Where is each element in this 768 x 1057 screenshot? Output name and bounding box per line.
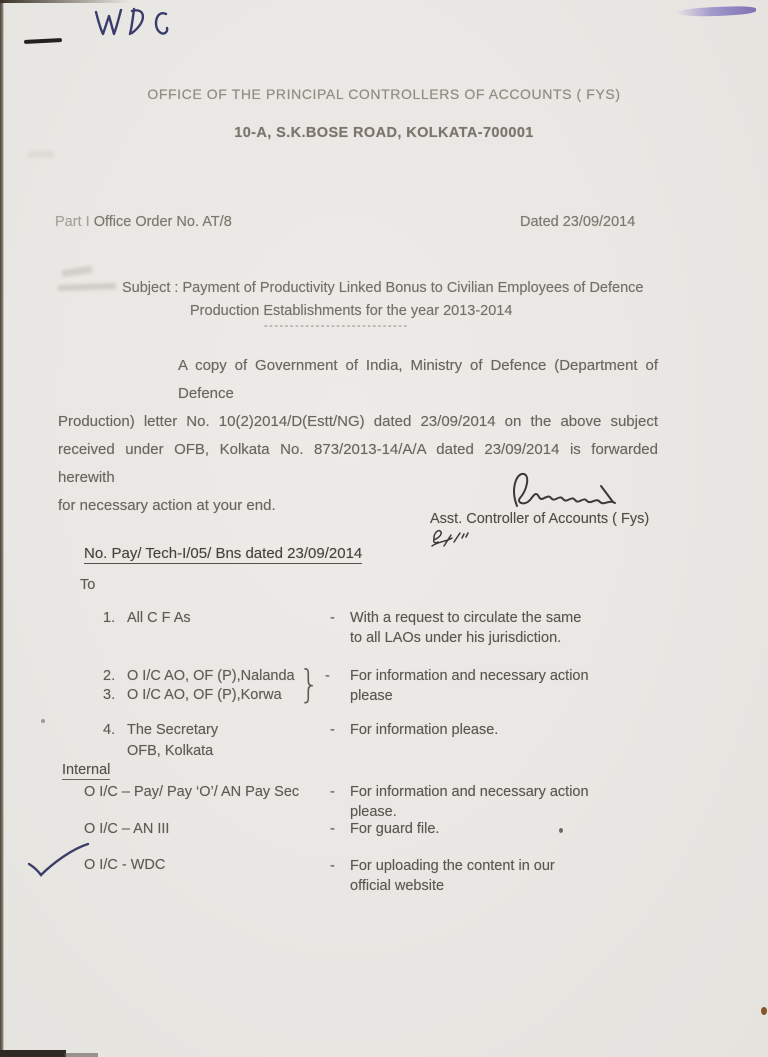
ink-smudge bbox=[58, 283, 116, 291]
item-1-number: 1. bbox=[103, 610, 116, 626]
order-number: Office Order No. AT/8 bbox=[93, 214, 232, 230]
body-line-4: for necessary action at your end. bbox=[58, 497, 276, 514]
internal-row-1-dash: - bbox=[330, 784, 335, 800]
internal-row-2-dash: - bbox=[330, 821, 335, 837]
signature-title: Asst. Controller of Accounts ( Fys) bbox=[430, 511, 650, 527]
internal-row-3-name: O I/C - WDC bbox=[84, 857, 166, 873]
internal-row-2-purpose-1: For guard file. bbox=[350, 821, 440, 837]
internal-row-2-name: O I/C – AN III bbox=[84, 821, 170, 837]
signature-scribble-icon bbox=[505, 466, 625, 516]
item-4-name-1: The Secretary bbox=[127, 722, 219, 738]
ink-smudge bbox=[62, 266, 93, 277]
handwritten-checkmark-icon bbox=[26, 842, 92, 878]
internal-row-3-purpose-2: official website bbox=[350, 878, 445, 894]
subject-line-2: Production Establishments for the year 2013-2014 bbox=[190, 303, 513, 319]
reference-number-line: No. Pay/ Tech-I/05/ Bns dated 23/09/2014 bbox=[84, 545, 363, 562]
order-number-line bbox=[55, 214, 232, 230]
group-purpose-2: please bbox=[350, 688, 393, 704]
group-brace: } bbox=[298, 662, 320, 706]
item-4-purpose-1: For information please. bbox=[350, 722, 499, 738]
ink-smudge bbox=[28, 151, 54, 158]
scan-top-edge-artifact bbox=[0, 0, 130, 3]
internal-row-3-purpose-1: For uploading the content in our bbox=[350, 858, 555, 874]
group-purpose-1: For information and necessary action bbox=[350, 668, 589, 684]
body-line-1: A copy of Government of India, Ministry of Defence (Department of Defence bbox=[178, 357, 658, 402]
item-2-number: 2. bbox=[103, 668, 116, 684]
to-label: To bbox=[80, 577, 96, 593]
handwriting-wdc-icon bbox=[90, 4, 176, 42]
office-title: OFFICE OF THE PRINCIPAL CONTROLLERS OF ACCOUNTS ( FYS) bbox=[147, 86, 621, 102]
speck-artifact bbox=[41, 719, 45, 723]
order-date: Dated 23/09/2014 bbox=[520, 214, 636, 230]
internal-row-1-purpose-1: For information and necessary action bbox=[350, 784, 589, 800]
pen-mark-top-right bbox=[676, 6, 756, 18]
speck-artifact bbox=[761, 1007, 767, 1015]
item-1-dash: - bbox=[330, 610, 335, 626]
subject-line-1 bbox=[122, 280, 643, 296]
item-2-name: O I/C AO, OF (P),Nalanda bbox=[127, 668, 295, 684]
subject-separator: ---------------------------- bbox=[264, 320, 409, 332]
signature-date-scribble-icon bbox=[430, 526, 476, 552]
body-line-2: Production) letter No. 10(2)2014/D(Estt/NG) dated 23/09/2014 on the above subject bbox=[58, 413, 658, 430]
internal-row-1-name: O I/C – Pay/ Pay ‘O’/ AN Pay Sec bbox=[84, 784, 300, 800]
item-4-dash: - bbox=[330, 722, 335, 738]
body-line-3: received under OFB, Kolkata No. 873/2013-14/A/A dated 23/09/2014 is forwarded herewith bbox=[58, 441, 658, 486]
internal-row-3-dash: - bbox=[330, 858, 335, 874]
item-4-number: 4. bbox=[103, 722, 116, 738]
item-3-number: 3. bbox=[103, 687, 116, 703]
item-3-name: O I/C AO, OF (P),Korwa bbox=[127, 687, 282, 703]
item-1-purpose-1: With a request to circulate the same bbox=[350, 610, 582, 626]
item-4-name-2: OFB, Kolkata bbox=[127, 743, 214, 759]
subject-label: Subject : bbox=[122, 280, 179, 296]
handwritten-dash-mark bbox=[24, 38, 62, 43]
handwritten-wdc-note bbox=[90, 4, 176, 42]
internal-heading: Internal bbox=[62, 762, 111, 778]
order-part-label: Part I bbox=[55, 214, 90, 230]
item-1-purpose-2: to all LAOs under his jurisdiction. bbox=[350, 630, 562, 646]
scan-bottom-corner-artifact-fade bbox=[64, 1053, 98, 1057]
scan-left-edge-artifact bbox=[0, 0, 4, 1057]
subject-text-1: Payment of Productivity Linked Bonus to Civilian Employees of Defence bbox=[182, 280, 644, 296]
item-1-name: All C F As bbox=[127, 610, 191, 626]
office-address: 10-A, S.K.BOSE ROAD, KOLKATA-700001 bbox=[234, 125, 534, 141]
internal-row-1-purpose-2: please. bbox=[350, 804, 397, 820]
speck-artifact bbox=[559, 828, 563, 833]
scan-bottom-corner-artifact bbox=[0, 1050, 66, 1057]
group-dash: - bbox=[325, 668, 330, 684]
